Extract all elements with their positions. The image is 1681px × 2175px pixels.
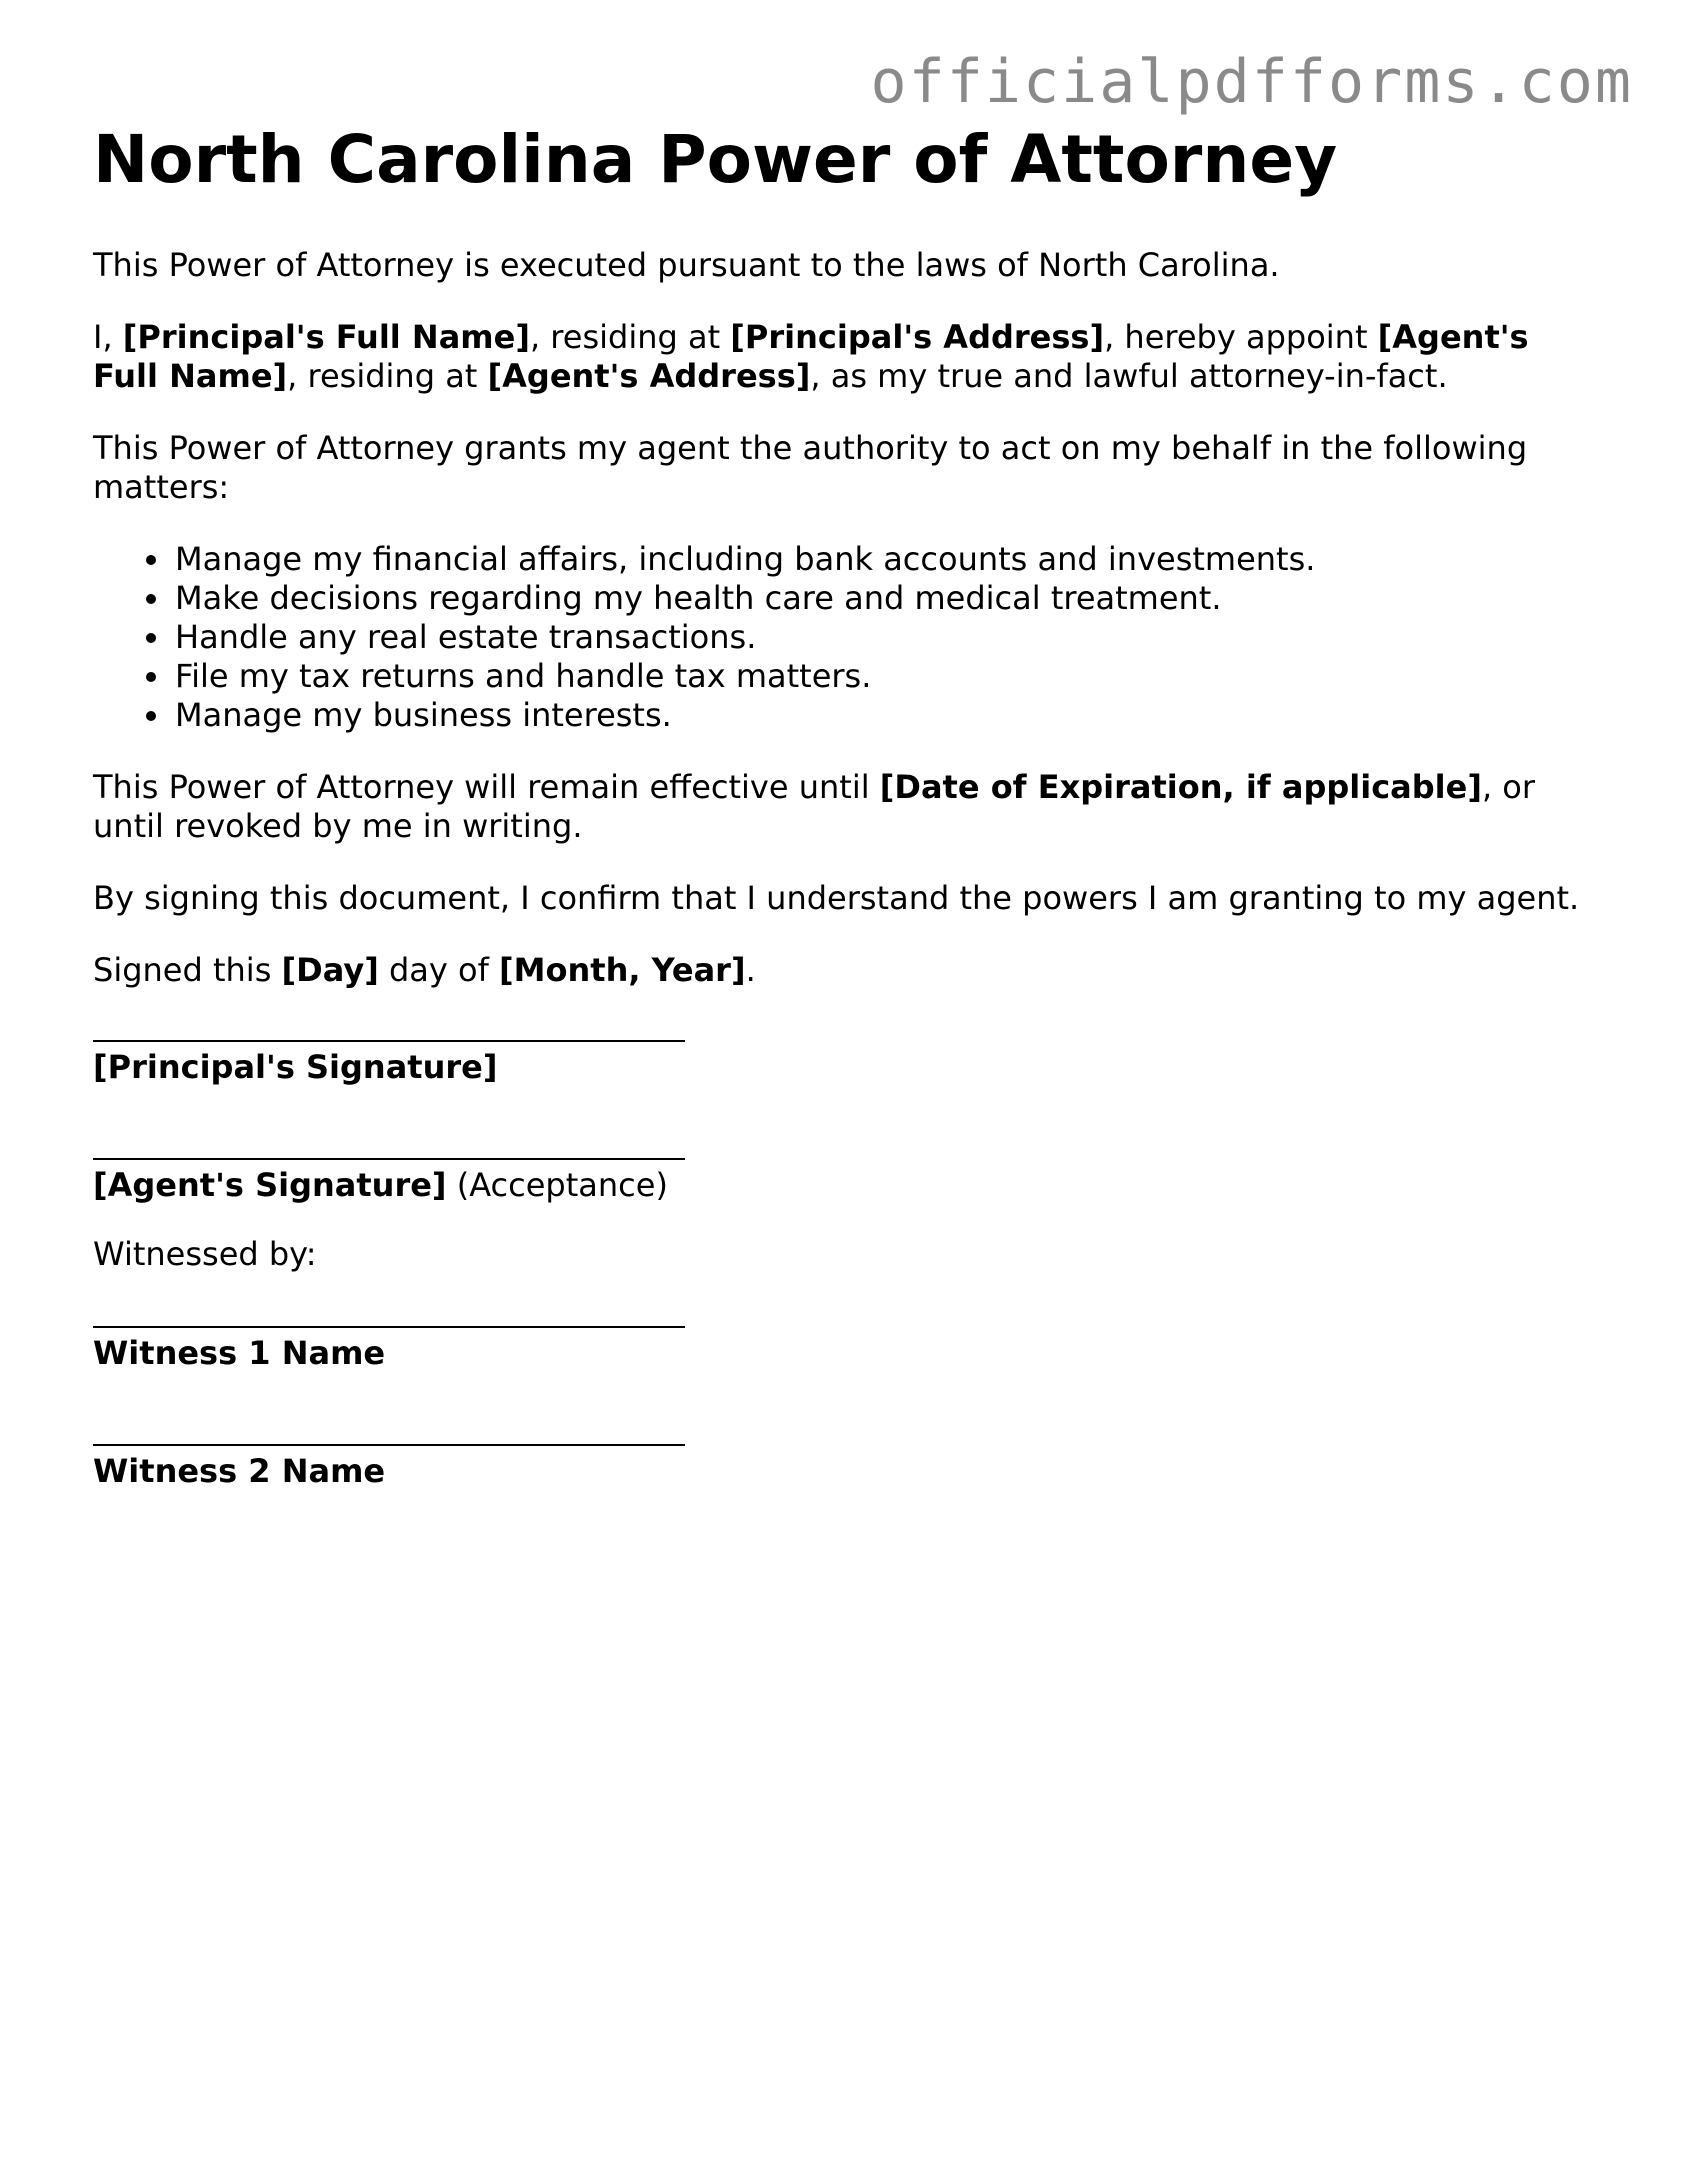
agent-acceptance-text: (Acceptance) xyxy=(446,1166,668,1204)
principal-name-placeholder: [Principal's Full Name] xyxy=(122,318,530,356)
witness2-text: Witness 2 Name xyxy=(93,1452,386,1490)
document-title: North Carolina Power of Attorney xyxy=(93,121,1338,198)
witness2-signature-block xyxy=(93,1444,1593,1491)
witness1-label xyxy=(93,1334,1593,1373)
confirm-paragraph: By signing this document, I confirm that I understand the powers I am granting to my agent. xyxy=(93,879,1580,917)
day-placeholder: [Day] xyxy=(281,951,379,989)
agent-signature-block xyxy=(93,1158,1593,1205)
watermark: officialpdfforms.com xyxy=(870,47,1633,117)
list-item: • Handle any real estate transactions. xyxy=(173,618,1593,657)
list-item: • Make decisions regarding my health care and medical treatment. xyxy=(173,579,1593,618)
signed-text-3: . xyxy=(745,951,756,989)
grant-paragraph: This Power of Attorney grants my agent the authority to act on my behalf in the following matters: xyxy=(93,429,1528,506)
principal-address-placeholder: [Principal's Address] xyxy=(730,318,1105,356)
effective-paragraph xyxy=(93,768,1593,846)
agent-signature-line xyxy=(93,1158,685,1160)
appointment-paragraph xyxy=(93,318,1593,396)
appointment-text-2: , residing at xyxy=(529,318,731,356)
document-page xyxy=(93,120,1593,1562)
witness1-signature-line xyxy=(93,1326,685,1328)
expiration-placeholder: [Date of Expiration, if applicable] xyxy=(879,768,1482,806)
list-item: • Manage my financial affairs, including bank accounts and investments. xyxy=(173,540,1593,579)
powers-list xyxy=(93,540,1593,735)
witnessed-by-label: Witnessed by: xyxy=(93,1235,317,1273)
principal-signature-block xyxy=(93,1040,1593,1087)
appointment-text-3: , hereby appoint xyxy=(1104,318,1378,356)
appointment-text-4: , residing at xyxy=(287,357,488,395)
effective-text-1: This Power of Attorney will remain effective until xyxy=(93,768,880,806)
effective-text-2: , or until revoked by me in writing. xyxy=(93,768,1536,845)
signed-text-2: day of xyxy=(378,951,500,989)
signature-section xyxy=(93,1040,1593,1491)
principal-signature-label xyxy=(93,1048,1593,1087)
appointment-text-1: I, xyxy=(93,318,123,356)
principal-signature-line xyxy=(93,1040,685,1042)
intro-paragraph: This Power of Attorney is executed pursuant to the laws of North Carolina. xyxy=(93,246,1280,284)
witness2-signature-line xyxy=(93,1444,685,1446)
signed-paragraph xyxy=(93,951,1593,990)
list-item: • File my tax returns and handle tax matters. xyxy=(173,657,1593,696)
signed-text-1: Signed this xyxy=(93,951,282,989)
month-year-placeholder: [Month, Year] xyxy=(499,951,746,989)
agent-signature-label xyxy=(93,1166,1593,1205)
agent-signature-text: [Agent's Signature] xyxy=(93,1166,447,1204)
witness1-signature-block xyxy=(93,1326,1593,1373)
agent-address-placeholder: [Agent's Address] xyxy=(487,357,811,395)
witness2-label xyxy=(93,1452,1593,1491)
appointment-text-5: , as my true and lawful attorney-in-fact. xyxy=(810,357,1448,395)
list-item: • Manage my business interests. xyxy=(173,696,1593,735)
witness1-text: Witness 1 Name xyxy=(93,1334,386,1372)
principal-signature-text: [Principal's Signature] xyxy=(93,1048,498,1086)
agent-name-placeholder: [Agent's Full Name] xyxy=(93,318,1529,395)
